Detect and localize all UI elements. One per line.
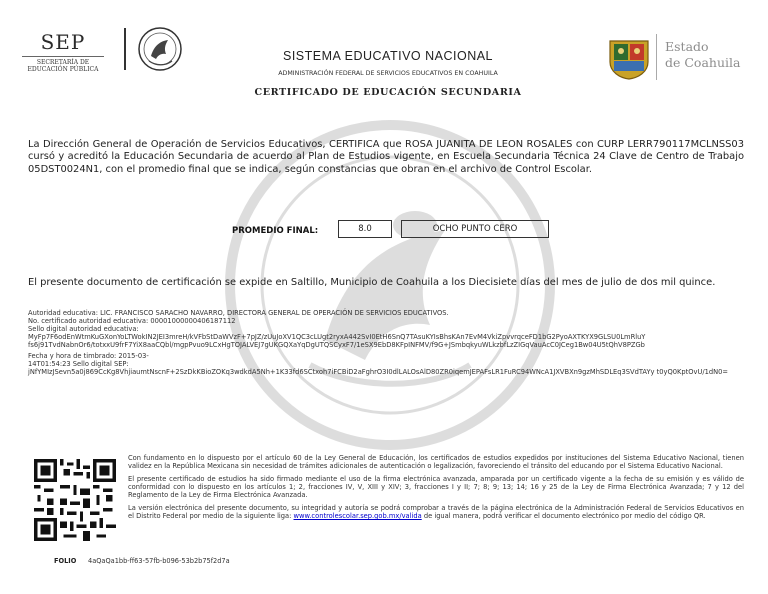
- header-divider: [124, 28, 126, 70]
- sep-logo-sub-2: EDUCACIÓN PÚBLICA: [27, 66, 99, 73]
- authority-seal-label: Sello digital autoridad educativa:: [28, 325, 139, 333]
- page-subtitle: ADMINISTRACIÓN FEDERAL DE SERVICIOS EDUCATIVOS EN COAHUILA: [278, 70, 498, 77]
- digital-signature-block: [28, 309, 744, 349]
- coahuila-shield-icon: [606, 38, 652, 80]
- promedio-text: OCHO PUNTO CERO: [401, 220, 549, 238]
- legal-paragraph-1: Con fundamento en lo dispuesto por el artículo 60 de la Ley General de Educación, los certificados de estudios expedidos por instituciones del Sistema Educativo Nacional, tienen validez en la República Mexicana sin necesidad de trámites adicionales de autenticación o legalización, favoreciendo el tránsito del educando por el Sistema Educativo Nacional.: [128, 454, 744, 470]
- authority-seal-line-1: MyFp7F6odEnWtmKuGXonYoLTWokIN2JEI3mreH/kVFbStDaWVzF+7pJZ/zUuJoXV1QC3cLUgt2ryxA442SvI0EtH6SnQ7TAsuKYIsBhsKAn7EvM4VkiZpvvrqceFD1bG2PyoAXTKYX9GLSU0LmRluY: [28, 333, 646, 341]
- timestamp-line: 14T01:54:23 Sello digital SEP:: [28, 360, 129, 368]
- sep-logo-subtitle: [22, 59, 104, 73]
- sep-logo-title: SEP: [22, 30, 104, 57]
- authority-certificate-number: No. certificado autoridad educativa: 00001000000406187112: [28, 317, 236, 325]
- promedio-label: PROMEDIO FINAL:: [232, 226, 319, 236]
- coahuila-divider: [656, 34, 657, 80]
- timestamp-label: Fecha y hora de timbrado: 2015-03-: [28, 352, 149, 360]
- authority-seal-line-2: fs6j91TvdNabnOr6/totxxU9frF7YiX8aaCQbl/mgpPvuo9LCxHgTOJALVEJ7gUKGQXaYqDgUTQSCyxF7/1eSX9EbD8KFpINFMV/f9G+JSmbqkyuWLkzbfLzZIGqVauAcC0JCeg1Bw04U5tQhV8PZGb: [28, 341, 645, 349]
- promedio-value: 8.0: [338, 220, 392, 238]
- issuance-paragraph: El presente documento de certificación se expide en Saltillo, Municipio de Coahuila a los Diecisiete días del mes de julio de dos mil quince.: [28, 277, 716, 288]
- authority-name: Autoridad educativa: LIC. FRANCISCO SARACHO NAVARRO, DIRECTORA GENERAL DE OPERACIÓN DE SERVICIOS EDUCATIVOS.: [28, 309, 449, 317]
- legal-text: [128, 454, 744, 525]
- legal-paragraph-2: El presente certificado de estudios ha sido firmado mediante el uso de la firma electrónica avanzada, amparada por un certificado vigente a la fecha de su emisión y es válido de conformidad con lo dispuesto en los artículos 1; 2, fracciones IV, V, XIII y XIV; 3, fracciones I y II; 7; 8; 9; 13; 14; 16 y 25 de la Ley de Firma Electrónica Avanzada; 7 y 12 del Reglamento de la Ley de Firma Electrónica Avanzada.: [128, 475, 744, 499]
- certificate-title: CERTIFICADO DE EDUCACIÓN SECUNDARIA: [254, 87, 522, 98]
- qr-code: [34, 459, 116, 541]
- legal-paragraph-3-pre: La versión electrónica del presente documento, su integridad y autoría se podrá comprobar a través de la página electrónica de la Administración Federal de Servicios Educativos en el Distrito Federal por medio de la siguiente liga:: [128, 504, 744, 520]
- timestamp-block: [28, 352, 744, 376]
- legal-paragraph-3: [128, 504, 744, 520]
- validation-link[interactable]: www.controlescolar.sep.gob.mx/valida: [293, 512, 422, 520]
- sep-seal-line: jNfYMIzJSevn5a0j869CcKg8VhjiaumtNscnF+2SzDkKBioZOKq3wdkdA5Nh+1K33fd6SCtxoh7iFCBiD2aFghrO3I0dlLALOsAlD80ZR0iqemJEPAFsLR1FuRC94WNcA1JXVBXn9gzMhSDLEq3SVdTAYy t0yQ0KptOvU/1dN0=: [28, 368, 728, 376]
- sep-logo-sub-1: SECRETARÍA DE: [36, 59, 90, 66]
- state-name-line-2: de Coahuila: [665, 55, 741, 70]
- sep-logo: [22, 30, 104, 73]
- state-name-line-1: Estado: [665, 39, 709, 54]
- folio-label: FOLIO: [54, 557, 77, 565]
- national-seal-icon: [134, 26, 186, 72]
- certification-paragraph: La Dirección General de Operación de Servicios Educativos, CERTIFICA que ROSA JUANITA DE LEON ROSALES con CURP LERR790117MCLNSS03 cursó y acreditó la Educación Secundaria de acuerdo al Plan de Estudios vigente, en Escuela Secundaria Técnica 24 Clave de Centro de Trabajo 05DST0024N1, con el promedio final que se indica, según constancias que obran en el archivo de Control Escolar.: [28, 139, 744, 175]
- folio-value: 4aQaQa1bb-ff63-57fb-b096-53b2b75f2d7a: [88, 557, 230, 565]
- legal-paragraph-3-post: de igual manera, podrá verificar el documento electrónico por medio del código QR.: [421, 512, 706, 520]
- page-title: SISTEMA EDUCATIVO NACIONAL: [282, 49, 494, 63]
